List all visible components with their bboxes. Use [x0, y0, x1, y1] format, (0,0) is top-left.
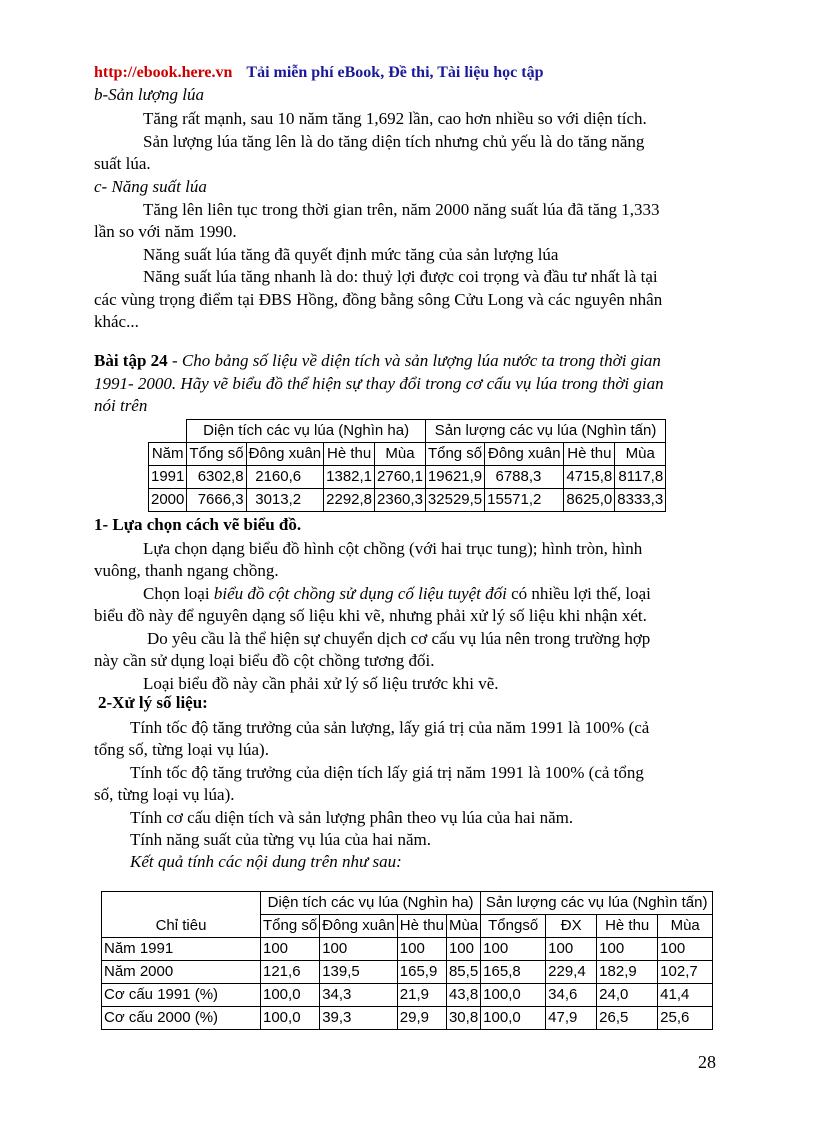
header-link[interactable]: http://ebook.here.vn [94, 64, 233, 81]
table-cell: 100 [658, 938, 713, 961]
table-cell: 7666,3 [187, 489, 246, 512]
table-cell: 102,7 [658, 961, 713, 984]
table-row [102, 984, 713, 1007]
paragraph-line: các vùng trọng điểm tại ĐBS Hồng, đồng bằng sông Cửu Long và các nguyên nhân [94, 290, 663, 309]
table-cell: 34,6 [546, 984, 597, 1007]
table-cell: 32529,5 [425, 489, 484, 512]
table-column-header: Đông xuân [246, 443, 324, 466]
paragraph-line: Lựa chọn dạng biểu đồ hình cột chồng (với hai trục tung); hình tròn, hình [143, 539, 643, 558]
table-cell: Cơ cấu 2000 (%) [102, 1007, 261, 1030]
table-column-header: Tổng số [187, 443, 246, 466]
page-header [94, 64, 543, 82]
paragraph-line: Năng suất lúa tăng nhanh là do: thuỷ lợi được coi trọng và đầu tư nhất là tại [143, 267, 658, 286]
table-column-header: ĐX [546, 915, 597, 938]
table-cell: 100,0 [481, 1007, 546, 1030]
paragraph-line: suất lúa. [94, 154, 151, 173]
table-cell: 24,0 [597, 984, 658, 1007]
table-cell: Năm 2000 [102, 961, 261, 984]
table-cell: 100,0 [481, 984, 546, 1007]
table-column-header: Tổng số [261, 915, 320, 938]
table-cell: 1991 [149, 466, 187, 489]
paragraph-line: Kết quả tính các nội dung trên như sau: [130, 852, 402, 871]
table-cell: 2160,6 [246, 466, 324, 489]
paragraph-line: Sản lượng lúa tăng lên là do tăng diện tích nhưng chủ yếu là do tăng năng [143, 132, 645, 151]
results-table [101, 891, 713, 1030]
table-cell: 8625,0 [564, 489, 615, 512]
table-group-header: Diện tích các vụ lúa (Nghìn ha) [261, 892, 481, 915]
table-cell: 85,5 [446, 961, 480, 984]
table-column-header: Đông xuân [320, 915, 398, 938]
table-cell: 121,6 [261, 961, 320, 984]
table-cell: 100 [597, 938, 658, 961]
table-cell: Cơ cấu 1991 (%) [102, 984, 261, 1007]
table-cell: 165,9 [397, 961, 446, 984]
table-row [149, 489, 666, 512]
paragraph-line: Loại biểu đồ này cần phải xử lý số liệu trước khi vẽ. [143, 674, 499, 693]
paragraph-line: Tăng rất mạnh, sau 10 năm tăng 1,692 lần, cao hơn nhiều so với diện tích. [143, 109, 647, 128]
paragraph-line: Tính năng suất của từng vụ lúa của hai năm. [130, 830, 431, 849]
table-cell: 8117,8 [615, 466, 666, 489]
table-cell: 4715,8 [564, 466, 615, 489]
table-column-header: Năm [149, 443, 187, 466]
table-column-header: Hè thu [597, 915, 658, 938]
table-cell: 15571,2 [485, 489, 564, 512]
text-run: Chọn loại [143, 584, 214, 603]
table-column-header: Tổng số [425, 443, 484, 466]
table-cell: 100 [481, 938, 546, 961]
table-cell: 100 [446, 938, 480, 961]
table-group-header: Sản lượng các vụ lúa (Nghìn tấn) [481, 892, 713, 915]
table-cell: 25,6 [658, 1007, 713, 1030]
table-cell: 100,0 [261, 984, 320, 1007]
exercise-prompt-line: nói trên [94, 396, 148, 415]
paragraph-line: biểu đồ này để nguyên dạng số liệu khi vẽ, nhưng phải xử lý số liệu khi nhận xét. [94, 606, 647, 625]
table-cell: 39,3 [320, 1007, 398, 1030]
table-cell: Năm 1991 [102, 938, 261, 961]
table-cell: 100,0 [261, 1007, 320, 1030]
table-column-header: Mùa [375, 443, 426, 466]
table-cell: 43,8 [446, 984, 480, 1007]
table-column-header: Hè thu [564, 443, 615, 466]
table-cell: 6788,3 [485, 466, 564, 489]
table-row [149, 466, 666, 489]
header-tagline: Tải miễn phí eBook, Đề thi, Tài liệu học tập [246, 64, 544, 81]
table-cell: 47,9 [546, 1007, 597, 1030]
table-cell: 139,5 [320, 961, 398, 984]
table-cell: 100 [397, 938, 446, 961]
table-cell: 3013,2 [246, 489, 324, 512]
table-cell: 2360,3 [375, 489, 426, 512]
exercise-prompt [94, 350, 661, 372]
table-cell: 100 [320, 938, 398, 961]
paragraph-line: Năng suất lúa tăng đã quyết định mức tăng của sản lượng lúa [143, 245, 559, 264]
table-column-header: Tổngsố [481, 915, 546, 938]
table-cell: 1382,1 [324, 466, 375, 489]
section-b-heading: b-Sản lượng lúa [94, 85, 204, 104]
exercise-prompt-line: - Cho bảng số liệu về diện tích và sản lượng lúa nước ta trong thời gian [167, 351, 661, 370]
table-group-header: Sản lượng các vụ lúa (Nghìn tấn) [425, 420, 665, 443]
table-column-header: Mùa [615, 443, 666, 466]
table-column-header: Mùa [658, 915, 713, 938]
part1-heading: 1- Lựa chọn cách vẽ biểu đồ. [94, 515, 302, 534]
table-cell: 19621,9 [425, 466, 484, 489]
text-run-italic: biểu đồ cột chồng sử dụng cố liệu tuyệt đối [213, 584, 507, 603]
exercise-label: Bài tập 24 [94, 351, 168, 370]
table-column-header: Hè thu [324, 443, 375, 466]
paragraph-line: tổng số, từng loại vụ lúa). [94, 740, 269, 759]
table-cell: 2760,1 [375, 466, 426, 489]
table-row [102, 1007, 713, 1030]
paragraph-line: số, từng loại vụ lúa). [94, 785, 235, 804]
table-cell: 34,3 [320, 984, 398, 1007]
table-corner [149, 420, 187, 443]
paragraph-line: này cần sử dụng loại biểu đồ cột chồng tương đối. [94, 651, 435, 670]
part2-heading: 2-Xử lý số liệu: [98, 693, 208, 712]
table-group-header: Diện tích các vụ lúa (Nghìn ha) [187, 420, 426, 443]
paragraph-line: khác... [94, 312, 139, 331]
table-row-header: Chỉ tiêu [102, 892, 261, 938]
table-cell: 21,9 [397, 984, 446, 1007]
table-cell: 6302,8 [187, 466, 246, 489]
paragraph-line: Tính tốc độ tăng trưởng của sản lượng, lấy giá trị của năm 1991 là 100% (cả [130, 718, 650, 737]
table-cell: 29,9 [397, 1007, 446, 1030]
text-run: có nhiều lợi thế, loại [506, 584, 651, 603]
table-cell: 182,9 [597, 961, 658, 984]
exercise-prompt-line: 1991- 2000. Hãy vẽ biểu đồ thể hiện sự thay đổi trong cơ cấu vụ lúa trong thời gian [94, 374, 664, 393]
table-cell: 26,5 [597, 1007, 658, 1030]
table-cell: 8333,3 [615, 489, 666, 512]
table-cell: 2000 [149, 489, 187, 512]
paragraph-line: Tính tốc độ tăng trưởng của diện tích lấy giá trị năm 1991 là 100% (cả tổng [130, 763, 644, 782]
table-cell: 41,4 [658, 984, 713, 1007]
table-cell: 30,8 [446, 1007, 480, 1030]
table-column-header: Hè thu [397, 915, 446, 938]
paragraph-line: lần so với năm 1990. [94, 222, 237, 241]
table-cell: 229,4 [546, 961, 597, 984]
table-cell: 100 [546, 938, 597, 961]
table-row [102, 961, 713, 984]
section-c-heading: c- Năng suất lúa [94, 177, 207, 196]
table-cell: 165,8 [481, 961, 546, 984]
data-table-1 [148, 419, 666, 512]
paragraph-line: Tính cơ cấu diện tích và sản lượng phân theo vụ lúa của hai năm. [130, 808, 574, 827]
table-column-header: Đông xuân [485, 443, 564, 466]
paragraph-line: vuông, thanh ngang chồng. [94, 561, 279, 580]
table-cell: 100 [261, 938, 320, 961]
paragraph-line: Do yêu cầu là thể hiện sự chuyển dịch cơ cấu vụ lúa nên trong trường hợp [147, 629, 651, 648]
paragraph-line [143, 583, 651, 605]
table-cell: 2292,8 [324, 489, 375, 512]
page-number: 28 [698, 1052, 716, 1072]
paragraph-line: Tăng lên liên tục trong thời gian trên, năm 2000 năng suất lúa đã tăng 1,333 [143, 200, 660, 219]
table-column-header: Mùa [446, 915, 480, 938]
table-row [102, 938, 713, 961]
